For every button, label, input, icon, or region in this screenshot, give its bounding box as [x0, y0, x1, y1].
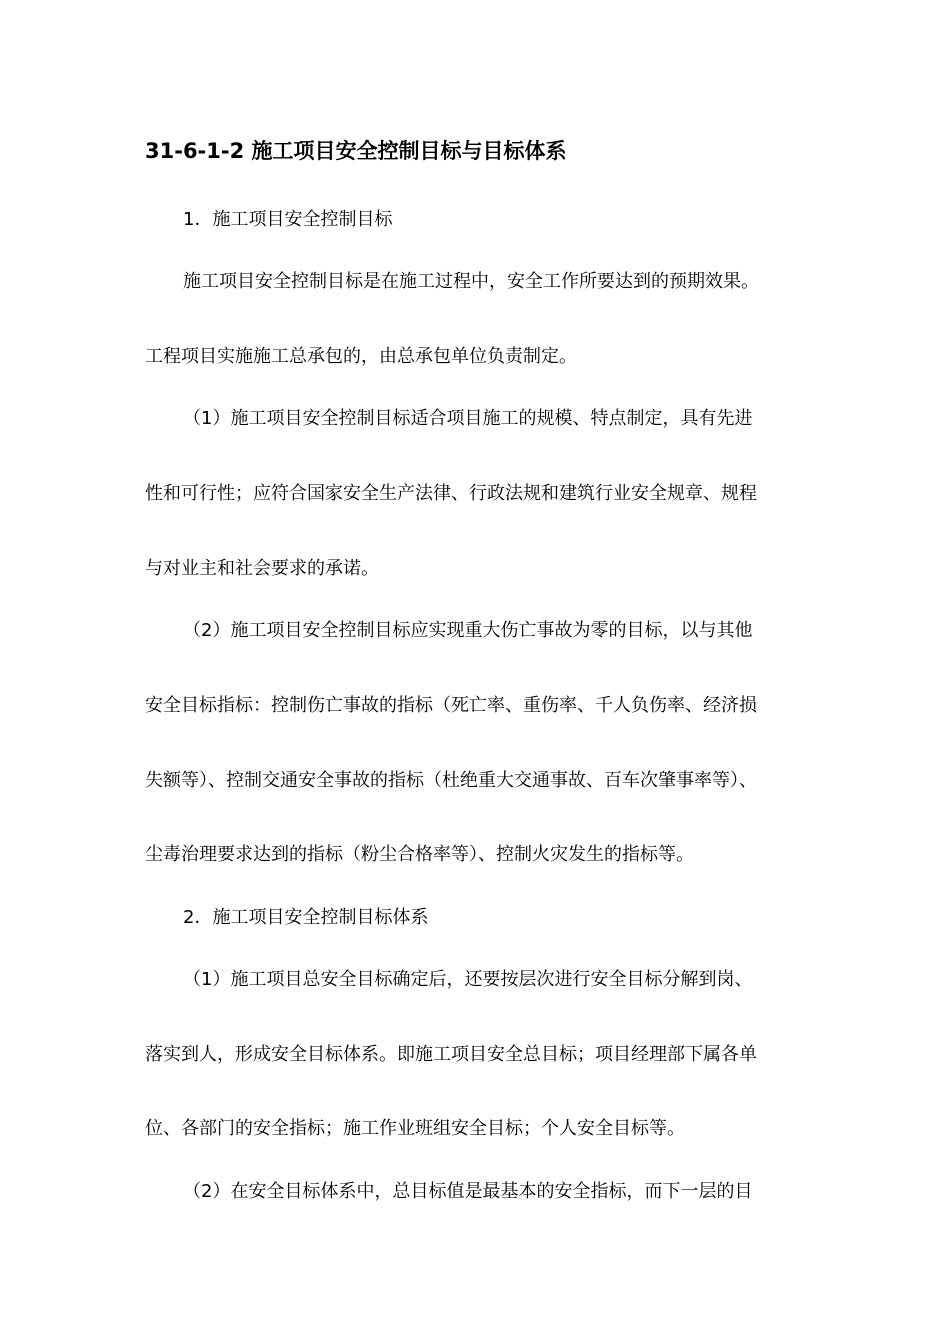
paragraph-line: 与对业主和社会要求的承诺。	[145, 558, 379, 579]
paragraph-line: 尘毒治理要求达到的指标（粉尘合格率等）、控制火灾发生的指标等。	[145, 844, 694, 865]
paragraph-line: 工程项目实施施工总承包的，由总承包单位负责制定。	[145, 346, 577, 367]
subsection-heading-2: 2．施工项目安全控制目标体系	[183, 907, 429, 928]
paragraph-line: （1）施工项目安全控制目标适合项目施工的规模、特点制定，具有先进	[183, 408, 753, 429]
paragraph-line: 性和可行性；应符合国家安全生产法律、行政法规和建筑行业安全规章、规程	[145, 483, 757, 504]
paragraph-line: （2）施工项目安全控制目标应实现重大伤亡事故为零的目标，以与其他	[183, 620, 753, 641]
paragraph-line: 施工项目安全控制目标是在施工过程中，安全工作所要达到的预期效果。	[183, 271, 759, 292]
paragraph-line: 安全目标指标：控制伤亡事故的指标（死亡率、重伤率、千人负伤率、经济损	[145, 695, 757, 716]
paragraph-line: （2）在安全目标体系中，总目标值是最基本的安全指标，而下一层的目	[183, 1181, 753, 1202]
paragraph-line: 落实到人，形成安全目标体系。即施工项目安全总目标；项目经理部下属各单	[145, 1044, 757, 1065]
paragraph-line: （1）施工项目总安全目标确定后，还要按层次进行安全目标分解到岗、	[183, 969, 753, 990]
subsection-heading-1: 1．施工项目安全控制目标	[183, 209, 393, 230]
paragraph-line: 位、各部门的安全指标；施工作业班组安全目标；个人安全目标等。	[145, 1118, 685, 1139]
section-heading: 31-6-1-2 施工项目安全控制目标与目标体系	[145, 139, 567, 163]
paragraph-line: 失额等）、控制交通安全事故的指标（杜绝重大交通事故、百车次肇事率等）、	[145, 770, 757, 791]
